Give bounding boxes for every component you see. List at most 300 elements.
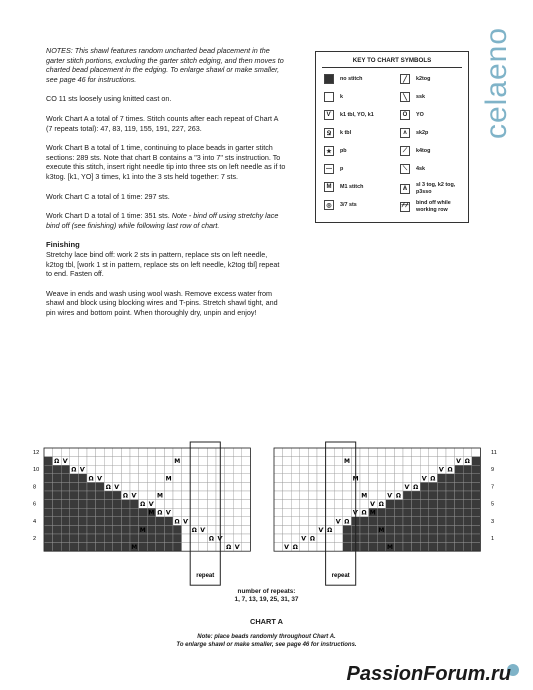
no-stitch-cell [403, 500, 412, 509]
no-stitch-cell [44, 500, 53, 509]
no-stitch-cell [360, 534, 369, 543]
no-stitch-cell [386, 508, 395, 517]
no-stitch-cell [343, 543, 352, 552]
chart-cell [199, 517, 208, 526]
chart-cell [317, 482, 326, 491]
no-stitch-cell [87, 508, 96, 517]
chart-cell [317, 508, 326, 517]
chart-cell [104, 457, 113, 466]
no-stitch-cell [420, 525, 429, 534]
chart-cell [326, 543, 335, 552]
chart-cell [130, 457, 139, 466]
no-stitch-cell [156, 525, 165, 534]
no-stitch-cell [472, 543, 481, 552]
chart-d-note: Note - bind off using stretchy lace bind off (see finishing) while following last row of chart. [46, 211, 279, 230]
chart-cell [394, 448, 403, 457]
bead-symbol: Ω [327, 526, 333, 534]
no-stitch-cell [437, 491, 446, 500]
no-stitch-cell [139, 543, 148, 552]
chart-cell [242, 534, 251, 543]
no-stitch-cell [70, 525, 79, 534]
chart-cell [403, 448, 412, 457]
chart-cell [308, 508, 317, 517]
no-stitch-cell [360, 543, 369, 552]
chart-cell [317, 448, 326, 457]
key-row-left-0 [324, 74, 392, 84]
chart-cell [242, 448, 251, 457]
no-stitch-cell [472, 474, 481, 483]
no-stitch-cell [78, 508, 87, 517]
key-row-right-6 [400, 182, 466, 195]
bead-symbol: Ω [208, 535, 215, 543]
chart-cell [233, 491, 242, 500]
no-stitch-cell [87, 482, 96, 491]
no-stitch-cell [429, 534, 438, 543]
chart-cell [182, 474, 191, 483]
chart-cell [190, 457, 199, 466]
no-stitch-cell [455, 500, 464, 509]
no-stitch-cell [386, 500, 395, 509]
chart-cell [334, 508, 343, 517]
no-stitch-cell [429, 525, 438, 534]
chart-cell [173, 491, 182, 500]
chart-cell [291, 482, 300, 491]
no-stitch-cell [429, 517, 438, 526]
no-stitch-cell [96, 508, 105, 517]
inc-symbol: Ѵ [335, 518, 341, 526]
inc-symbol: Ѵ [456, 458, 462, 466]
no-stitch-cell [360, 525, 369, 534]
chart-cell [233, 508, 242, 517]
inc-symbol: Ѵ [183, 518, 189, 526]
key-label: pb [340, 147, 347, 154]
no-stitch-cell [394, 543, 403, 552]
no-stitch-cell [78, 543, 87, 552]
no-stitch-cell [53, 543, 62, 552]
no-stitch-cell [104, 517, 113, 526]
chart-cell [334, 465, 343, 474]
chart-key [315, 51, 469, 223]
chart-cell [326, 465, 335, 474]
chart-cell [242, 525, 251, 534]
bind-off-paragraph: Stretchy lace bind off: work 2 sts in pattern, replace sts on left needle, k2tog tbl, [work 1 st in pattern, replace sts on left needle, k2tog tbl] repeat to end. Fasten off. [46, 249, 280, 279]
chart-cell [207, 465, 216, 474]
chart-cell [190, 482, 199, 491]
chart-cell [300, 491, 309, 500]
no-stitch-cell [472, 457, 481, 466]
no-stitch-cell [156, 517, 165, 526]
no-stitch-cell [121, 517, 130, 526]
no-stitch-cell [446, 525, 455, 534]
key-row-right-2 [400, 110, 466, 120]
chart-cell [308, 525, 317, 534]
key-row-left-2 [324, 110, 392, 120]
key-row-right-7 [400, 200, 466, 213]
bead-symbol: Ω [447, 466, 453, 474]
chart-b-paragraph: Work Chart B a total of 1 time, continuing to place beads in garter stitch sections: 289 sts. Note that chart B contains a "3 into 7" sts instruction. To execute this stitch, insert right needle tip into three sts on left needle as if to k3tog. [k1, YO] 3 times, k1 into the 3 sts held together: 7 sts. [46, 143, 286, 181]
no-stitch-cell [420, 517, 429, 526]
bead-symbol: Ω [226, 544, 232, 552]
no-stitch-cell [87, 517, 96, 526]
no-stitch-cell [164, 525, 173, 534]
bead-symbol: Ω [191, 526, 197, 534]
chart-cell [274, 491, 283, 500]
chart-cell [308, 517, 317, 526]
no-stitch-cell [437, 517, 446, 526]
chart-cell [121, 457, 130, 466]
chart-cell [291, 525, 300, 534]
chart-cell [291, 517, 300, 526]
no-stitch-cell [369, 534, 378, 543]
chart-cell [233, 457, 242, 466]
inc-icon: Ѵ [324, 110, 334, 120]
chart-cell [394, 474, 403, 483]
key-label: k2tog [416, 75, 431, 82]
no-stitch-cell [121, 525, 130, 534]
no-stitch-cell [437, 474, 446, 483]
bead-symbol: Ω [378, 501, 384, 509]
no-stitch-cell [130, 525, 139, 534]
k2tog-icon: ╱ [400, 74, 410, 84]
chart-cell [317, 491, 326, 500]
chart-cell [369, 457, 378, 466]
inc-symbol: Ѵ [404, 483, 410, 491]
inc-symbol: Ѵ [234, 544, 240, 552]
chart-cell [207, 525, 216, 534]
no-stitch-cell [61, 534, 70, 543]
key-label: p [340, 165, 344, 172]
chart-cell [343, 482, 352, 491]
chart-cell [173, 474, 182, 483]
no-stitch-cell [156, 534, 165, 543]
chart-note-line-2: To enlarge shawl or make smaller, see page 46 for instructions. [176, 642, 357, 648]
chart-cell [283, 517, 292, 526]
chart-cell [199, 534, 208, 543]
inc-symbol: Ѵ [318, 526, 324, 534]
chart-cell [207, 517, 216, 526]
bead-symbol: Ω [174, 518, 180, 526]
repeat-label: repeat [331, 573, 350, 580]
chart-note-line-1: Note: place beads randomly throughout Chart A. [197, 634, 336, 640]
chart-cell [225, 465, 234, 474]
inc-symbol: Ѵ [114, 483, 120, 491]
chart-cell [147, 474, 156, 483]
no-stitch-cell [53, 525, 62, 534]
m1-symbol: M [157, 492, 163, 500]
chart-cell [130, 474, 139, 483]
no-stitch-cell [96, 500, 105, 509]
no-stitch-cell [104, 508, 113, 517]
chart-cell [360, 465, 369, 474]
side-title-text: celaeno [479, 26, 513, 140]
bead-symbol: Ω [395, 492, 402, 500]
ssk-icon: ╲ [400, 92, 410, 102]
chart-cell [377, 482, 386, 491]
chart-cell [369, 491, 378, 500]
chart-cell [147, 457, 156, 466]
chart-cell [403, 457, 412, 466]
no-stitch-cell [403, 525, 412, 534]
chart-cell [164, 448, 173, 457]
bead-symbol: Ω [105, 483, 111, 491]
no-stitch-cell [156, 543, 165, 552]
no-stitch-cell [472, 482, 481, 491]
no-stitch-cell [455, 482, 464, 491]
chart-cell [139, 474, 148, 483]
no-stitch-cell [61, 491, 70, 500]
chart-cell [360, 457, 369, 466]
inc-symbol: Ѵ [352, 509, 359, 517]
chart-cell [343, 465, 352, 474]
chart-cell [242, 543, 251, 552]
chart-cell [233, 517, 242, 526]
chart-cell [274, 474, 283, 483]
chart-cell [317, 457, 326, 466]
chart-cell [343, 491, 352, 500]
chart-cell [190, 543, 199, 552]
chart-cell [121, 465, 130, 474]
chart-cell [190, 508, 199, 517]
chart-cell [291, 491, 300, 500]
chart-cell [283, 474, 292, 483]
chart-cell [283, 465, 292, 474]
no-stitch-cell [104, 491, 113, 500]
no-stitch-cell [87, 525, 96, 534]
chart-cell [199, 457, 208, 466]
k4tog-icon: ⟋ [400, 146, 410, 156]
inc-symbol: Ѵ [148, 501, 154, 509]
chart-cell [274, 448, 283, 457]
no-stitch-cell [463, 517, 472, 526]
chart-cell [164, 500, 173, 509]
key-row-right-4 [400, 146, 466, 156]
no-stitch-cell [463, 534, 472, 543]
chart-cell [326, 482, 335, 491]
chart-note [0, 633, 533, 649]
no-stitch-cell [78, 491, 87, 500]
chart-cell [274, 517, 283, 526]
no-stitch-cell [455, 465, 464, 474]
chart-cell [291, 457, 300, 466]
chart-cell [394, 482, 403, 491]
no-stitch-cell [121, 500, 130, 509]
chart-cell [283, 525, 292, 534]
no-stitch-cell [44, 525, 53, 534]
no-stitch-cell [429, 482, 438, 491]
bead-symbol: Ω [344, 518, 350, 526]
chart-cell [308, 500, 317, 509]
chart-cell [326, 457, 335, 466]
instructions [46, 46, 286, 327]
row-number: 9 [491, 467, 495, 474]
chart-cell [317, 517, 326, 526]
m1-symbol: M [344, 458, 350, 466]
no-stitch-cell [147, 534, 156, 543]
chart-cell [326, 534, 335, 543]
chart-cell [360, 482, 369, 491]
chart-cell [130, 482, 139, 491]
no-stitch-cell [472, 534, 481, 543]
chart-cell [121, 474, 130, 483]
chart-cell [190, 448, 199, 457]
chart-cell [139, 465, 148, 474]
chart-cell [308, 474, 317, 483]
no-stitch-cell [420, 491, 429, 500]
chart-cell [394, 457, 403, 466]
chart-cell [274, 534, 283, 543]
no-stitch-cell [472, 491, 481, 500]
row-number: 10 [33, 467, 40, 474]
chart-cell [274, 457, 283, 466]
chart-cell [326, 491, 335, 500]
chart-cell [182, 465, 191, 474]
no-stitch-cell [437, 500, 446, 509]
chart-cell [164, 491, 173, 500]
chart-cell [87, 465, 96, 474]
chart-cell [156, 474, 165, 483]
chart-cell [139, 457, 148, 466]
no-stitch-cell [139, 534, 148, 543]
no-stitch-cell [113, 500, 122, 509]
chart-cell [207, 508, 216, 517]
chart-cell [207, 457, 216, 466]
no-stitch-cell [61, 465, 70, 474]
notes-paragraph: NOTES: This shawl features random uncharted bead placement in the garter stitch portions, excluding the garter stitch edging, and then moves to charted bead placement in the edging. To enlarge shawl or make smaller, see page 46 for instructions. [46, 46, 284, 84]
no-stitch-cell [437, 482, 446, 491]
chart-cell [377, 474, 386, 483]
chart-cell [242, 491, 251, 500]
dark-square-icon [324, 74, 334, 84]
no-stitch-cell [403, 508, 412, 517]
inc-symbol: Ѵ [438, 466, 445, 474]
chart-cell [190, 465, 199, 474]
m1-symbol: M [148, 509, 155, 517]
chart-d-text: Work Chart D a total of 1 time: 351 sts. [46, 211, 172, 221]
no-stitch-cell [61, 474, 70, 483]
chart-cell [334, 457, 343, 466]
no-stitch-cell [446, 482, 455, 491]
chart-cell [121, 448, 130, 457]
chart-cell [113, 457, 122, 466]
chart-cell [147, 482, 156, 491]
finishing-heading: Finishing [46, 240, 80, 250]
chart-cell [291, 465, 300, 474]
no-stitch-cell [412, 534, 421, 543]
chart-cell [173, 448, 182, 457]
watermark: PassionForum.ru [346, 663, 511, 685]
key-row-left-1 [324, 92, 392, 102]
chart-cell [308, 482, 317, 491]
chart-cell [369, 465, 378, 474]
chart-cell [190, 517, 199, 526]
no-stitch-cell [446, 474, 455, 483]
no-stitch-cell [70, 517, 79, 526]
chart-cell [156, 448, 165, 457]
chart-cell [463, 448, 472, 457]
chart-cell [225, 508, 234, 517]
chart-cell [386, 448, 395, 457]
no-stitch-cell [472, 525, 481, 534]
m1-symbol: M [361, 492, 368, 500]
chart-cell [156, 457, 165, 466]
chart-cell [225, 448, 234, 457]
no-stitch-cell [472, 500, 481, 509]
chart-c-paragraph: Work Chart C a total of 1 time: 297 sts. [46, 191, 170, 201]
no-stitch-cell [403, 491, 412, 500]
no-stitch-cell [412, 491, 421, 500]
chart-left-half [33, 442, 250, 585]
bead-symbol: Ω [140, 501, 146, 509]
chart-cell [78, 457, 87, 466]
chart-cell [283, 534, 292, 543]
chart-cell [300, 457, 309, 466]
chart-cell [207, 482, 216, 491]
chart-cell [207, 500, 216, 509]
row-number: 4 [33, 518, 37, 525]
no-stitch-cell [147, 525, 156, 534]
chart-cell [199, 500, 208, 509]
chart-cell [360, 500, 369, 509]
chart-cell [164, 482, 173, 491]
no-stitch-cell [87, 543, 96, 552]
chart-cell [190, 474, 199, 483]
no-stitch-cell [377, 517, 386, 526]
bead-symbol: Ω [122, 492, 129, 500]
chart-cell [377, 465, 386, 474]
chart-cell [233, 525, 242, 534]
bead-symbol: Ω [54, 458, 60, 466]
no-stitch-cell [455, 474, 464, 483]
chart-cell [190, 491, 199, 500]
chart-cell [317, 465, 326, 474]
no-stitch-cell [403, 534, 412, 543]
key-label: 3/7 sts [340, 201, 357, 208]
chart-cell [139, 448, 148, 457]
no-stitch-cell [463, 482, 472, 491]
no-stitch-cell [44, 457, 53, 466]
no-stitch-cell [455, 491, 464, 500]
key-row-left-5 [324, 164, 392, 174]
chart-cell [274, 508, 283, 517]
chart-cell [377, 491, 386, 500]
row-number: 2 [33, 536, 37, 542]
chart-cell [242, 500, 251, 509]
no-stitch-cell [343, 525, 352, 534]
no-stitch-cell [446, 543, 455, 552]
chart-cell [420, 448, 429, 457]
chart-cell [403, 465, 412, 474]
no-stitch-cell [369, 517, 378, 526]
chart-cell [283, 448, 292, 457]
chart-cell [156, 482, 165, 491]
no-stitch-cell [130, 500, 139, 509]
blank-square-icon [324, 92, 334, 102]
no-stitch-cell [403, 517, 412, 526]
inc-symbol: Ѵ [131, 492, 137, 500]
no-stitch-cell [386, 534, 395, 543]
row-number: 12 [33, 450, 40, 456]
no-stitch-cell [446, 500, 455, 509]
key-label: no stitch [340, 75, 363, 82]
key-label: k4tog [416, 147, 431, 154]
chart-cell [225, 525, 234, 534]
row-number: 11 [491, 450, 497, 456]
chart-cell [182, 525, 191, 534]
chart-cell [360, 448, 369, 457]
purl-icon: — [326, 166, 332, 172]
chart-cell [308, 448, 317, 457]
repeats-values: 1, 7, 13, 19, 25, 31, 37 [234, 596, 299, 603]
